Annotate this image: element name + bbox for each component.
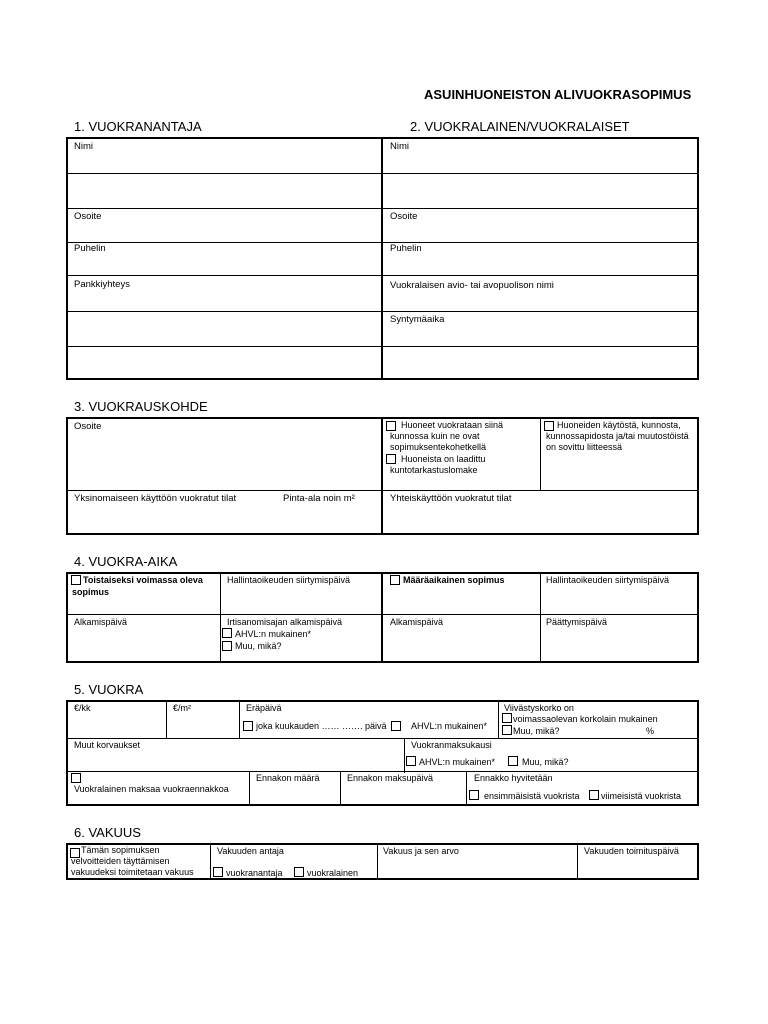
giver-tenant-checkbox[interactable] (294, 867, 304, 877)
notice-start-date[interactable]: Irtisanomisajan alkamispäivä (227, 617, 343, 627)
section-1-heading: 1. VUOKRANANTAJA (74, 119, 202, 134)
divider (498, 702, 499, 738)
due-ahvl-label: AHVL:n mukainen* (411, 721, 488, 731)
interest-law-checkbox[interactable] (502, 713, 512, 723)
property-address-field[interactable]: Osoite (74, 421, 102, 432)
interest-other-checkbox[interactable] (502, 725, 512, 735)
section-3-heading: 3. VUOKRAUSKOHDE (74, 399, 208, 414)
divider (540, 419, 541, 490)
divider (239, 702, 240, 738)
divider (68, 614, 697, 615)
notice-other-checkbox[interactable] (222, 641, 232, 651)
tenant-birthdate-field[interactable]: Syntymäaika (390, 314, 445, 325)
landlord-phone-field[interactable]: Puhelin (74, 243, 106, 254)
exclusive-spaces-field[interactable]: Yksinomaiseen käyttöön vuokratut tilat (74, 493, 237, 504)
divider (68, 208, 697, 209)
guarantee-label: Tämän sopimuksen velvoitteiden täyttämisen vakuudeksi toimitetaan vakuus (71, 845, 194, 877)
guarantee-value-field[interactable]: Vakuus ja sen arvo (383, 846, 459, 856)
advance-credit-field: Ennakko hyvitetään (474, 773, 553, 783)
advance-payment-date-field[interactable]: Ennakon maksupäivä (347, 773, 434, 783)
landlord-name-field[interactable]: Nimi (74, 141, 93, 152)
divider (166, 702, 167, 738)
indefinite-contract-label: Toistaiseksi voimassa oleva sopimus (72, 575, 203, 597)
interest-other-label: Muu, mikä? (513, 726, 560, 736)
fixed-term-label: Määräaikainen sopimus (403, 575, 505, 585)
fixed-term-checkbox[interactable] (390, 575, 400, 585)
possession-transfer-date-1[interactable]: Hallintaoikeuden siirtymispäivä (227, 575, 351, 585)
divider (68, 738, 697, 739)
security-table (66, 843, 699, 880)
rent-per-month-field[interactable]: €/kk (74, 703, 91, 713)
divider (220, 574, 221, 661)
last-rents-checkbox[interactable] (589, 790, 599, 800)
giver-tenant-label: vuokralainen (307, 868, 359, 878)
monthly-due-label: joka kuukauden …… ……. päivä (256, 721, 387, 731)
rent-table (66, 700, 699, 806)
interest-percent: % (646, 726, 655, 736)
possession-transfer-date-2[interactable]: Hallintaoikeuden siirtymispäivä (546, 575, 670, 585)
divider (381, 574, 383, 661)
rent-per-m2-field[interactable]: €/m² (173, 703, 191, 713)
lease-term-table (66, 572, 699, 663)
divider (577, 845, 578, 878)
guarantee-giver-field: Vakuuden antaja (217, 846, 284, 856)
divider (68, 275, 697, 276)
period-ahvl-checkbox[interactable] (406, 756, 416, 766)
divider (381, 139, 383, 378)
inspection-form-label: Huoneista on laadittu kuntotarkastuslomake (390, 454, 486, 475)
monthly-due-checkbox[interactable] (243, 721, 253, 731)
divider (377, 845, 378, 878)
late-interest-field: Viivästyskorko on (504, 703, 574, 713)
advance-rent-label: Vuokralainen maksaa vuokraennakkoa (74, 784, 229, 794)
notice-other-label: Muu, mikä? (235, 641, 282, 651)
divider (68, 490, 697, 491)
first-rents-checkbox[interactable] (469, 790, 479, 800)
section-2-heading: 2. VUOKRALAINEN/VUOKRALAISET (410, 119, 630, 134)
divider (68, 242, 697, 243)
landlord-bank-field[interactable]: Pankkiyhteys (74, 279, 130, 290)
section-6-heading: 6. VAKUUS (74, 825, 141, 840)
advance-rent-checkbox[interactable] (71, 773, 81, 783)
other-fees-field[interactable]: Muut korvaukset (74, 740, 141, 750)
divider (404, 738, 405, 773)
due-date-field[interactable]: Eräpäivä (246, 703, 282, 713)
first-rents-label: ensimmäisistä vuokrista (484, 791, 580, 801)
divider (340, 771, 341, 804)
section-4-heading: 4. VUOKRA-AIKA (74, 554, 178, 569)
period-ahvl-label: AHVL:n mukainen* (419, 757, 496, 767)
landlord-address-field[interactable]: Osoite (74, 211, 102, 222)
divider (68, 311, 697, 312)
giver-landlord-label: vuokranantaja (226, 868, 283, 878)
divider (249, 771, 250, 804)
shared-spaces-field[interactable]: Yhteiskäyttöön vuokratut tilat (390, 493, 512, 504)
divider (210, 845, 211, 878)
start-date-2[interactable]: Alkamispäivä (390, 617, 444, 627)
tenant-spouse-field[interactable]: Vuokralaisen avio- tai avopuolison nimi (390, 280, 554, 291)
divider (381, 419, 383, 533)
tenant-name-field[interactable]: Nimi (390, 141, 409, 152)
giver-landlord-checkbox[interactable] (213, 867, 223, 877)
parties-table (66, 137, 699, 380)
advance-amount-field[interactable]: Ennakon määrä (256, 773, 320, 783)
divider (540, 574, 541, 661)
period-other-checkbox[interactable] (508, 756, 518, 766)
notice-ahvl-label: AHVL:n mukainen* (235, 629, 312, 639)
period-other-label: Muu, mikä? (522, 757, 569, 767)
floor-area-field[interactable]: Pinta-ala noin m² (283, 493, 355, 504)
section-5-heading: 5. VUOKRA (74, 682, 144, 697)
condition-as-is-label: Huoneet vuokrataan siinä kunnossa kuin ne ovat sopimuksentekohetkellä (390, 420, 504, 452)
document-title: ASUINHUONEISTON ALIVUOKRASOPIMUS (424, 87, 692, 102)
interest-law-label: voimassaolevan korkolain mukainen (513, 714, 658, 724)
property-table (66, 417, 699, 535)
tenant-phone-field[interactable]: Puhelin (390, 243, 422, 254)
divider (68, 346, 697, 347)
start-date-1[interactable]: Alkamispäivä (74, 617, 128, 627)
divider (68, 173, 697, 174)
rent-period-field: Vuokranmaksukausi (411, 740, 492, 750)
last-rents-label: viimeisistä vuokrista (601, 791, 682, 801)
appendix-agreement-label: Huoneiden käytöstä, kunnosta, kunnossapidosta ja/tai muutostöistä on sovittu liitteessä (546, 420, 689, 452)
due-ahvl-checkbox[interactable] (391, 721, 401, 731)
end-date[interactable]: Päättymispäivä (546, 617, 608, 627)
divider (466, 771, 467, 804)
guarantee-delivery-field[interactable]: Vakuuden toimituspäivä (584, 846, 679, 856)
notice-ahvl-checkbox[interactable] (222, 628, 232, 638)
tenant-address-field[interactable]: Osoite (390, 211, 418, 222)
